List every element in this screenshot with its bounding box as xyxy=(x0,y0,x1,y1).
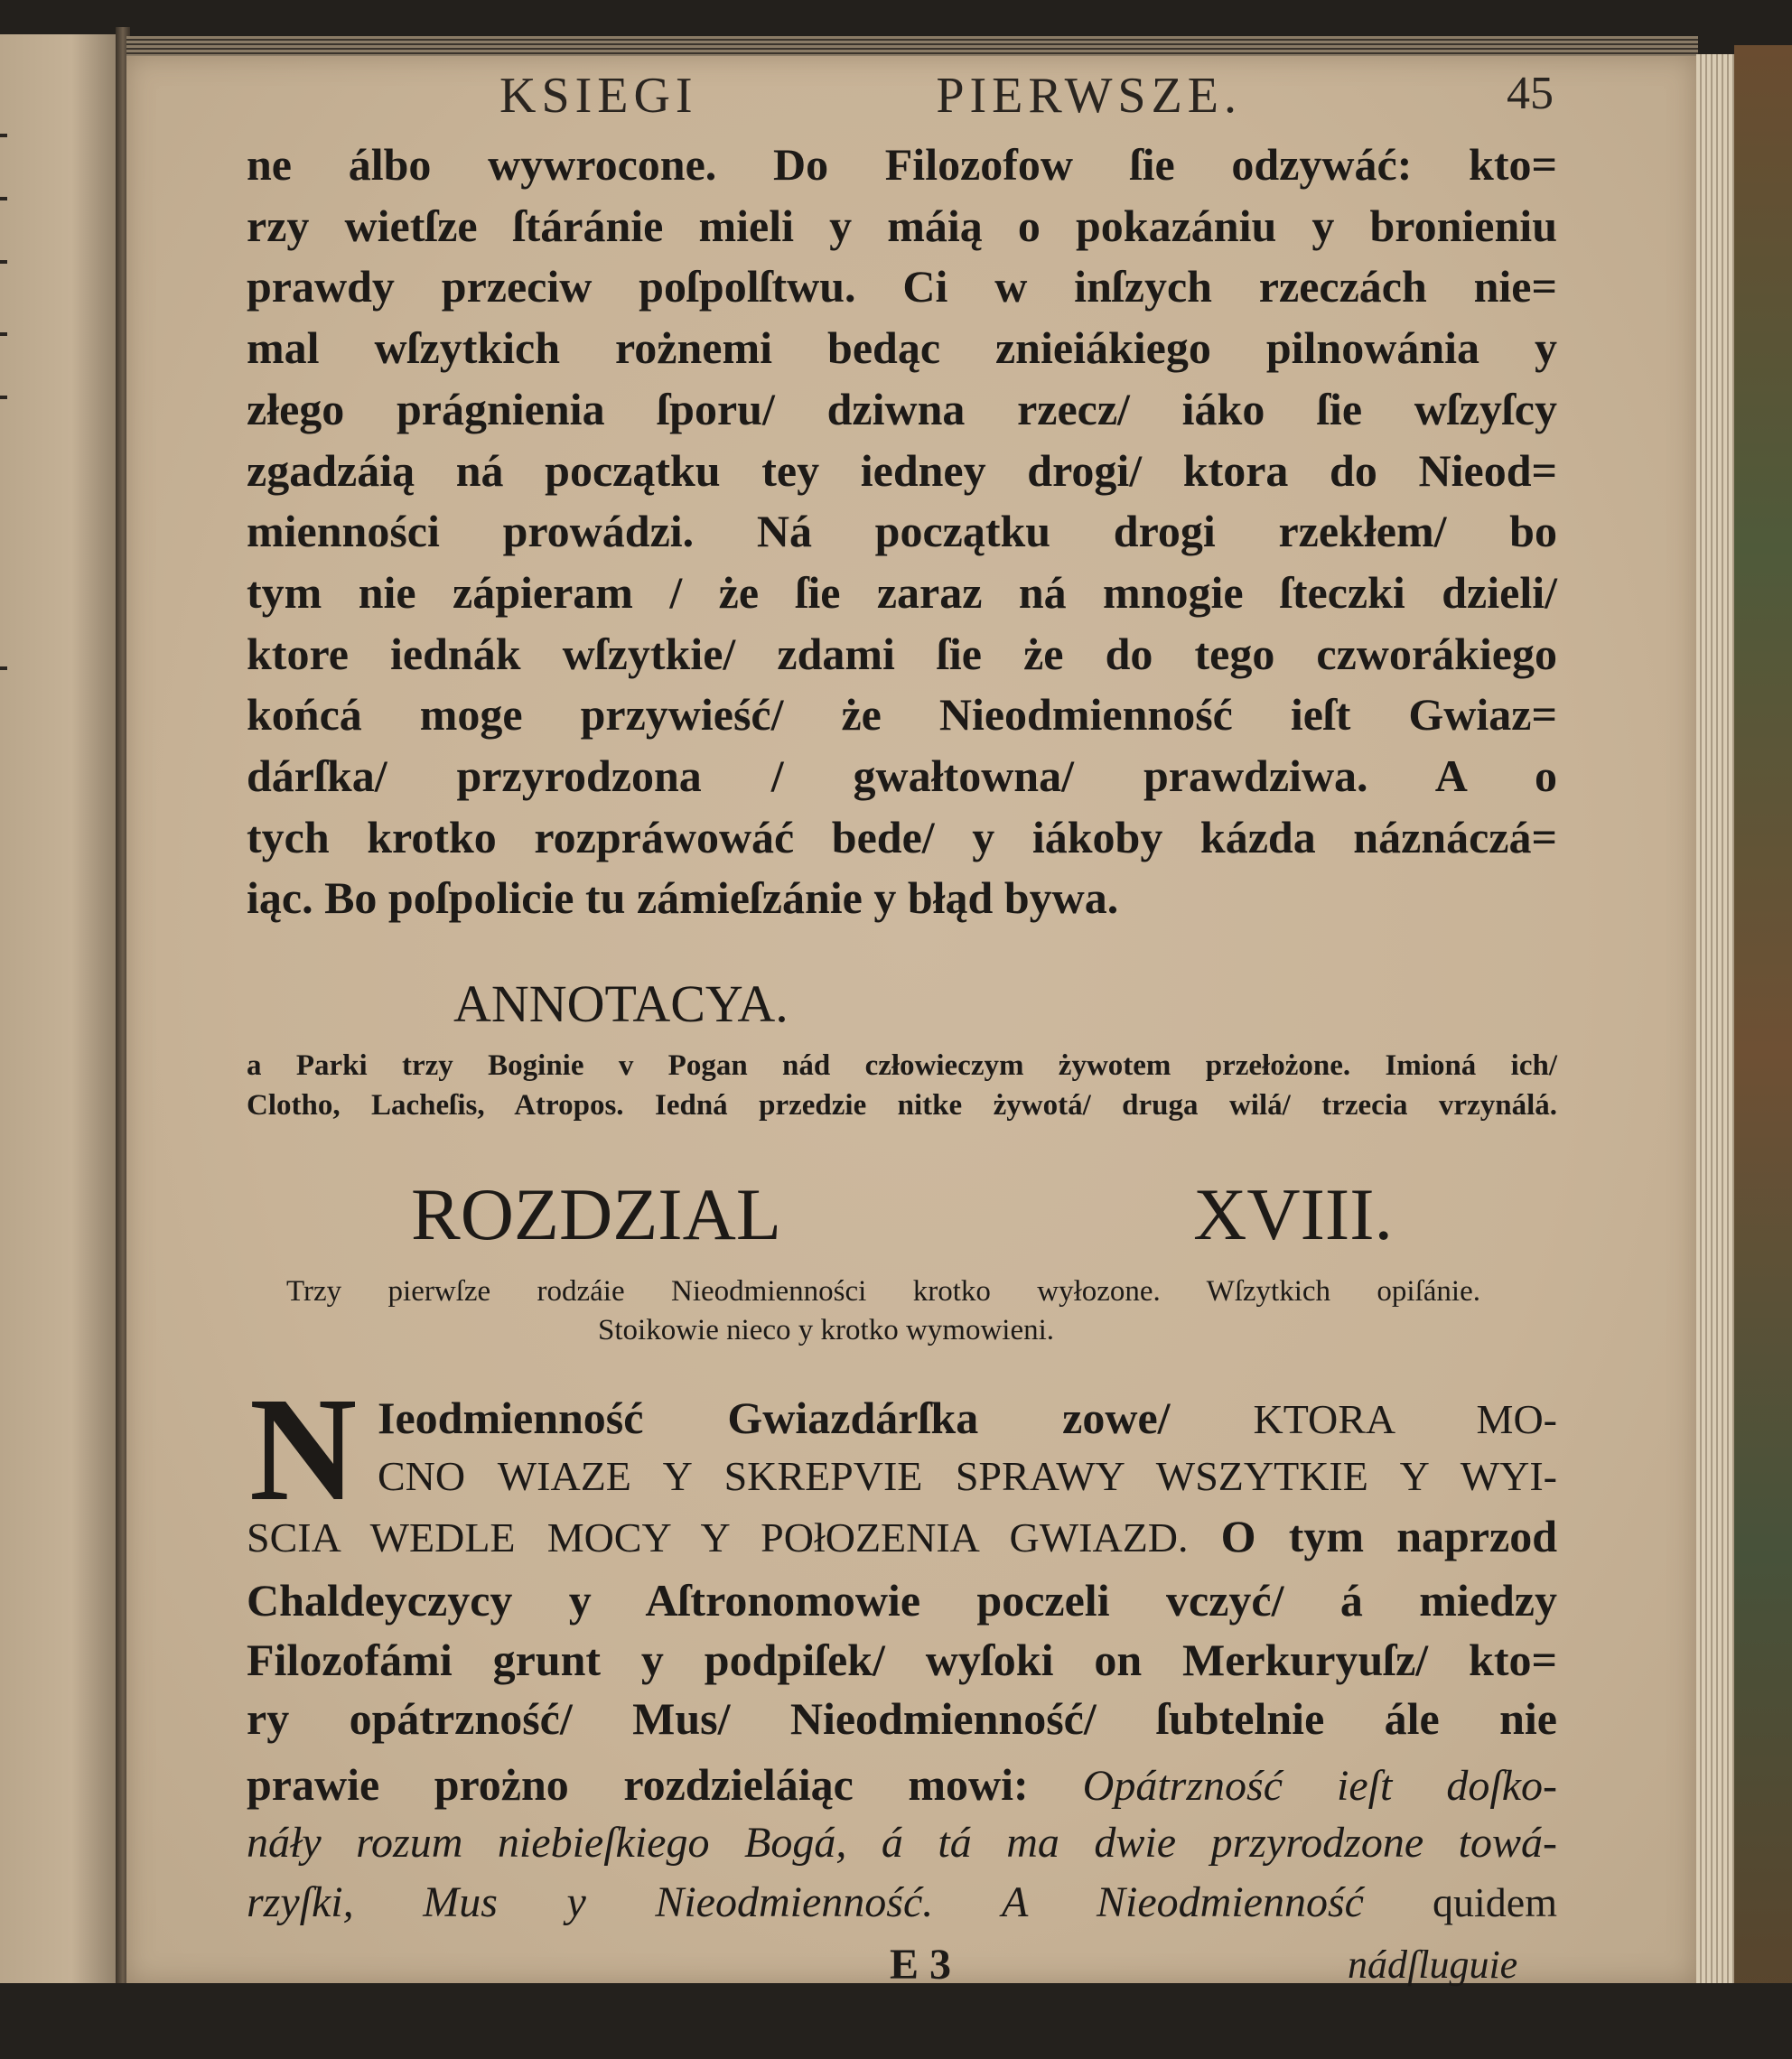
blackletter-text: O tym naprzod xyxy=(1188,1511,1558,1561)
body-text-line: końcá moge przywieść/ że Nieodmienność ieſt Gwiaz= xyxy=(247,689,1557,741)
annotation-note-line: a Parki trzy Boginie v Pogan nád człowieczym żywotem przełożone. Imioná ich/ xyxy=(247,1049,1557,1082)
drop-cap: N xyxy=(249,1366,358,1532)
left-page-text-edge xyxy=(0,34,9,2003)
blackletter-text: Ieodmienność Gwiazdárſka zowe/ xyxy=(378,1393,1171,1443)
blackletter-text: Chaldeyczycy y Aſtronomowie poczeli vczyć/ á miedzy xyxy=(247,1575,1557,1626)
body-text-line: mienności prowádzi. Ná początku drogi rzekłem/ bo xyxy=(247,506,1557,557)
body-text-line: dárſka/ przyrodzona / gwałtowna/ prawdziwa. A o xyxy=(247,750,1557,801)
top-page-stack xyxy=(126,36,1698,58)
paragraph-line xyxy=(247,1757,1557,1823)
body-text-line: złego prágnienia ſporu/ dziwna rzecz/ iáko ſie wſzyſcy xyxy=(247,383,1557,434)
body-text-line: tym nie zápieram / że ſie zaraz ná mnogie ſteczki dzieli/ xyxy=(247,566,1557,618)
running-header: KSIEGI PIERWSZE. xyxy=(499,68,1242,124)
paragraph-line xyxy=(247,1633,1557,1699)
page-edge-stack xyxy=(1696,54,1734,1987)
paragraph-line xyxy=(378,1449,1557,1514)
paragraph-line xyxy=(247,1876,1557,1940)
paragraph-line xyxy=(378,1391,1557,1457)
paragraph-line xyxy=(247,1691,1557,1757)
chapter-summary-line: Trzy pierwſze rodzáie Nieodmienności krotko wyłozone. Wſzytkich opiſánie. xyxy=(286,1275,1480,1308)
blackletter-text: prawie prożno rozdzieláiąc mowi: xyxy=(247,1759,1029,1810)
roman-caps-text: KTORA MO- xyxy=(1170,1396,1557,1442)
signature-mark: E 3 xyxy=(890,1941,952,1989)
roman-caps-text: SCIA WEDLE MOCY Y POłOZENIA GWIAZD. xyxy=(247,1514,1189,1561)
roman-caps-text: CNO WIAZE Y SKREPVIE SPRAWY WSZYTKIE Y WYI- xyxy=(378,1453,1557,1499)
body-text-line: zgadzáią ná początku tey iedney drogi/ ktora do Nieod= xyxy=(247,444,1557,496)
annotation-note-line: Clotho, Lacheſis, Atropos. Iedná przedzie nitke żywotá/ druga wilá/ trzecia vrzynálá. xyxy=(247,1089,1557,1122)
body-text-line: ktore iednák wſzytkie/ zdami ſie że do tego czworákiego xyxy=(247,628,1557,679)
body-text-line: prawdy przeciw poſpolſtwu. Ci w inſzych rzeczách nie= xyxy=(247,261,1557,312)
marbled-cover xyxy=(1734,45,1792,2059)
chapter-heading: ROZDZIAL XVIII. xyxy=(411,1173,1393,1255)
body-text-line: tych krotko rozpráwowáć bede/ y iákoby kázda náznáczá= xyxy=(247,811,1557,862)
paragraph-line xyxy=(247,1573,1557,1639)
italic-quote-text: rzyſki, Mus y Nieodmienność. A Nieodmienność xyxy=(247,1878,1364,1926)
italic-quote-text: Opátrzność ieſt doſko- xyxy=(1028,1762,1557,1810)
page-number: 45 xyxy=(1507,68,1554,119)
facing-left-page xyxy=(0,34,119,2003)
body-text-line: mal wſzytkich rożnemi bedąc znieiákiego pilnowánia y xyxy=(247,322,1557,374)
blackletter-text: ry opátrzność/ Mus/ Nieodmienność/ ſubtelnie ále nie xyxy=(247,1693,1557,1744)
paragraph-line xyxy=(247,1816,1557,1880)
roman-caps-text: quidem xyxy=(1363,1879,1557,1925)
body-text-line: iąc. Bo poſpolicie tu zámieſzánie y błąd bywa. xyxy=(247,872,1119,924)
chapter-summary-line: Stoikowie nieco y krotko wymowieni. xyxy=(598,1314,1055,1346)
italic-quote-text: náły rozum niebieſkiego Bogá, á tá ma dwie przyrodzone towá- xyxy=(247,1819,1557,1867)
annotation-heading: ANNOTACYA. xyxy=(453,974,789,1033)
catchword: nádſluguie xyxy=(1348,1943,1518,1987)
paragraph-line xyxy=(247,1509,1557,1575)
body-text-line: ne álbo wywrocone. Do Filozofow ſie odzywáć: kto= xyxy=(247,139,1557,190)
background-bottom xyxy=(0,1983,1792,2059)
blackletter-text: Filozofámi grunt y podpiſek/ wyſoki on Merkuryuſz/ kto= xyxy=(247,1635,1557,1685)
body-text-line: rzy wietſze ſtáránie mieli y máią o pokazániu y bronieniu xyxy=(247,200,1557,251)
